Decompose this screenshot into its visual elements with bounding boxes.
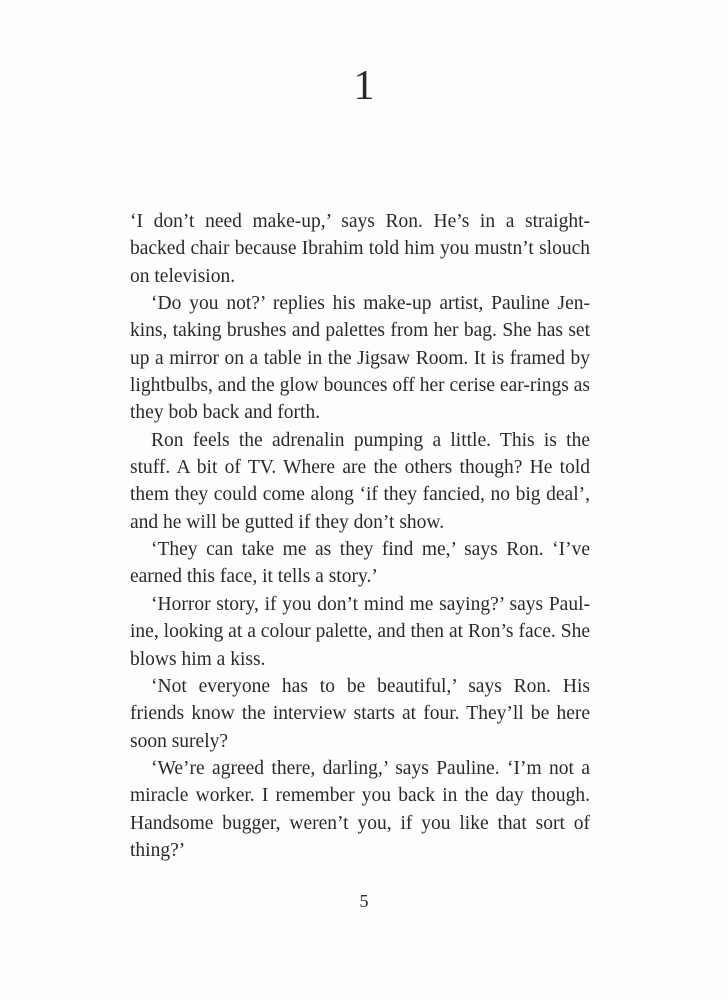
paragraph-5: ‘Horror story, if you don’t mind me saying?’ says Paul-ine, looking at a colour palette, and then at Ron’s face. She blows him a kiss. [130, 593, 590, 670]
chapter-body [130, 208, 590, 864]
chapter-number: 1 [353, 63, 375, 109]
paragraph-1: ‘I don’t need make-up,’ says Ron. He’s in a straight-backed chair because Ibrahim told him you mustn’t slouch on television. [130, 211, 590, 287]
paragraph-3: Ron feels the adrenalin pumping a little. This is the stuff. A bit of TV. Where are the others though? He told them they could come along ‘if they fancied, no big deal’, and he will be gutted if they don’t show. [130, 429, 590, 533]
paragraph-6: ‘Not everyone has to be beautiful,’ says Ron. His friends know the interview starts at four. They’ll be here soon surely? [130, 675, 590, 752]
paragraph-2: ‘Do you not?’ replies his make-up artist, Pauline Jen-kins, taking brushes and palettes from her bag. She has set up a mirror on a table in the Jigsaw Room. It is framed by lightbulbs, and the glow bounces off her cerise ear-rings as they bob back and forth. [130, 293, 590, 424]
paragraph-7: ‘We’re agreed there, darling,’ says Pauline. ‘I’m not a miracle worker. I remember you back in the day though. Handsome bugger, weren’t you, if you like that sort of thing?’ [130, 757, 590, 861]
paragraph-4: ‘They can take me as they find me,’ says Ron. ‘I’ve earned this face, it tells a story.’ [130, 539, 590, 588]
page-number: 5 [359, 891, 369, 911]
